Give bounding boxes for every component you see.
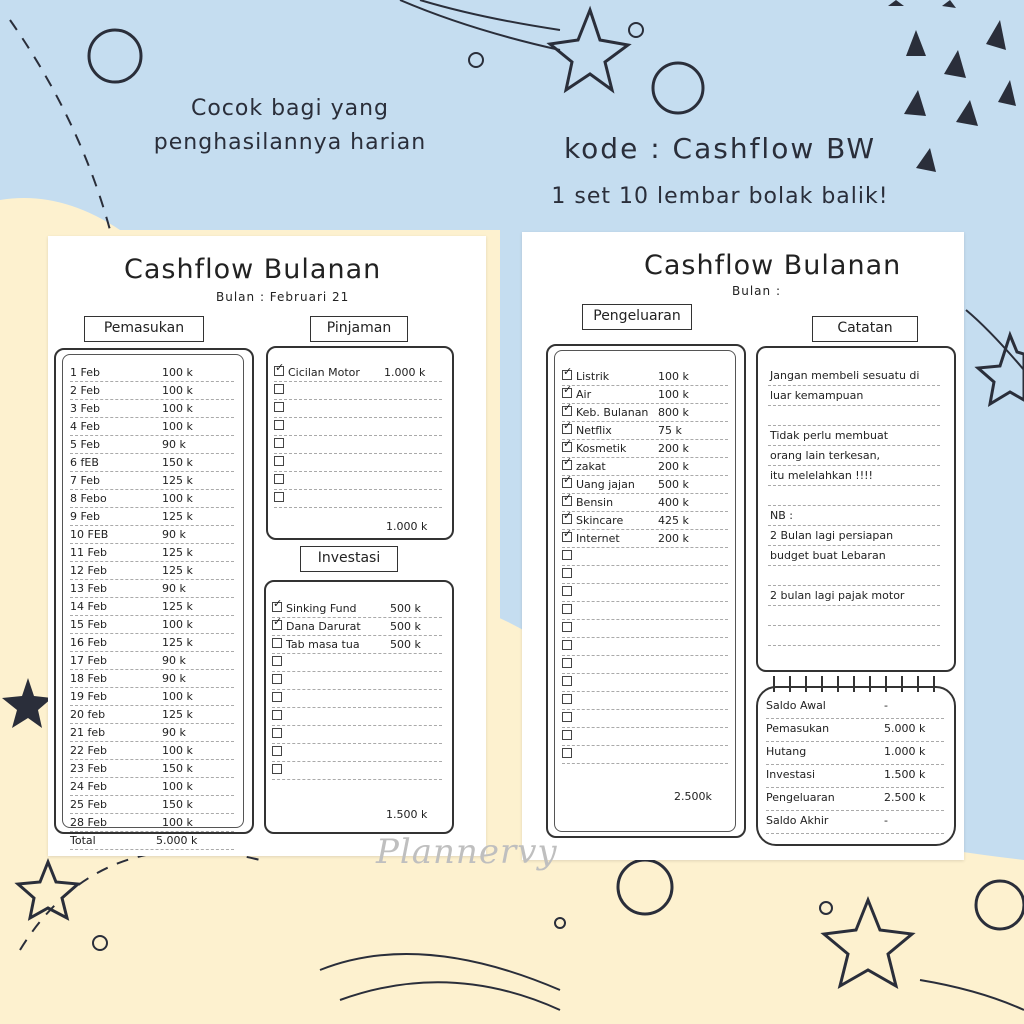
table-row <box>70 454 234 472</box>
catatan-list <box>768 366 940 646</box>
ribbon-investasi: Investasi <box>300 546 398 572</box>
row-amount: 150 k <box>162 798 193 811</box>
note-text: Tidak perlu membuat <box>770 429 889 442</box>
table-row <box>70 400 234 418</box>
item-amount: 200 k <box>658 442 689 455</box>
row-date: 15 Feb <box>70 618 107 631</box>
pinjaman-total: 1.000 k <box>386 520 428 533</box>
row-date: 8 Febo <box>70 492 107 505</box>
summary-label: Saldo Awal <box>766 699 826 712</box>
row-date: 25 Feb <box>70 798 107 811</box>
pengeluaran-total: 2.500k <box>674 790 712 803</box>
checkbox[interactable] <box>562 406 572 416</box>
item-amount: 800 k <box>658 406 689 419</box>
list-item <box>562 728 728 746</box>
table-row <box>70 616 234 634</box>
ribbon-pemasukan: Pemasukan <box>84 316 204 342</box>
list-item <box>562 476 728 494</box>
list-item <box>272 636 442 654</box>
table-row <box>70 436 234 454</box>
row-amount: 100 k <box>162 618 193 631</box>
checkbox[interactable] <box>562 460 572 470</box>
ribbon-catatan: Catatan <box>812 316 918 342</box>
checkbox[interactable] <box>562 730 572 740</box>
pengeluaran-list <box>562 368 728 764</box>
item-amount: 200 k <box>658 460 689 473</box>
item-label: Dana Darurat <box>286 620 361 633</box>
row-amount: 100 k <box>162 420 193 433</box>
note-text: orang lain terkesan, <box>770 449 881 462</box>
note-line <box>768 486 940 506</box>
list-item <box>272 708 442 726</box>
checkbox[interactable] <box>562 478 572 488</box>
note-line <box>768 606 940 626</box>
row-date: 11 Feb <box>70 546 107 559</box>
note-line <box>768 366 940 386</box>
summary-label: Pengeluaran <box>766 791 835 804</box>
checkbox[interactable] <box>562 604 572 614</box>
note-text: itu melelahkan !!!! <box>770 469 873 482</box>
summary-value: 5.000 k <box>884 722 926 735</box>
checkbox[interactable] <box>274 492 284 502</box>
row-amount: 125 k <box>162 546 193 559</box>
item-label: zakat <box>576 460 606 473</box>
row-date: 21 feb <box>70 726 106 739</box>
table-row <box>70 652 234 670</box>
summary-row <box>766 788 944 811</box>
list-item <box>562 494 728 512</box>
list-item <box>272 726 442 744</box>
row-amount: 90 k <box>162 528 186 541</box>
row-amount: 90 k <box>162 672 186 685</box>
checkbox[interactable] <box>562 712 572 722</box>
summary-row <box>766 742 944 765</box>
checkbox[interactable] <box>272 602 282 612</box>
item-amount: 200 k <box>658 532 689 545</box>
checkbox[interactable] <box>562 496 572 506</box>
list-item <box>272 618 442 636</box>
note-text: budget buat Lebaran <box>770 549 886 562</box>
item-label: Internet <box>576 532 620 545</box>
item-label: Netflix <box>576 424 612 437</box>
tagline-line-2: penghasilannya harian <box>153 130 427 155</box>
item-amount: 500 k <box>390 602 421 615</box>
table-row <box>70 724 234 742</box>
checkbox[interactable] <box>274 474 284 484</box>
row-date: 6 fEB <box>70 456 99 469</box>
row-amount: 150 k <box>162 762 193 775</box>
row-date: 13 Feb <box>70 582 107 595</box>
row-amount: 100 k <box>162 690 193 703</box>
item-label: Air <box>576 388 592 401</box>
list-item <box>562 404 728 422</box>
investasi-total: 1.500 k <box>386 808 428 821</box>
tagline <box>110 92 470 160</box>
note-line <box>768 446 940 466</box>
summary-value: - <box>884 699 888 712</box>
month-label-right: Bulan : <box>732 284 781 298</box>
sheet-title-right: Cashflow Bulanan <box>644 250 902 281</box>
row-amount: 100 k <box>162 816 193 829</box>
item-amount: 100 k <box>658 370 689 383</box>
row-date: 20 feb <box>70 708 106 721</box>
note-line <box>768 466 940 486</box>
list-item <box>272 600 442 618</box>
checkbox[interactable] <box>272 656 282 666</box>
table-row <box>70 742 234 760</box>
list-item <box>562 386 728 404</box>
table-row <box>70 814 234 832</box>
note-line <box>768 406 940 426</box>
row-amount: 100 k <box>162 402 193 415</box>
row-date: 28 Feb <box>70 816 107 829</box>
checkbox[interactable] <box>562 424 572 434</box>
list-item <box>562 440 728 458</box>
row-amount: 150 k <box>162 456 193 469</box>
list-item <box>272 672 442 690</box>
row-date: 3 Feb <box>70 402 100 415</box>
ribbon-pengeluaran: Pengeluaran <box>582 304 692 330</box>
ribbon-pinjaman: Pinjaman <box>310 316 408 342</box>
row-date: 22 Feb <box>70 744 107 757</box>
item-amount: 1.000 k <box>384 366 426 379</box>
summary-label: Pemasukan <box>766 722 830 735</box>
pinjaman-list <box>274 364 442 508</box>
list-item <box>562 566 728 584</box>
note-text: 2 bulan lagi pajak motor <box>770 589 905 602</box>
left-sheet <box>48 236 486 856</box>
list-item <box>562 548 728 566</box>
summary-row <box>766 719 944 742</box>
list-item <box>274 382 442 400</box>
list-item <box>274 454 442 472</box>
note-line <box>768 626 940 646</box>
checkbox[interactable] <box>562 550 572 560</box>
investasi-list <box>272 600 442 780</box>
list-item <box>272 744 442 762</box>
checkbox[interactable] <box>562 676 572 686</box>
table-row <box>70 796 234 814</box>
item-amount: 400 k <box>658 496 689 509</box>
table-row <box>70 688 234 706</box>
row-date: 7 Feb <box>70 474 100 487</box>
row-amount: 100 k <box>162 492 193 505</box>
row-date: 17 Feb <box>70 654 107 667</box>
row-date: 2 Feb <box>70 384 100 397</box>
item-amount: 500 k <box>390 620 421 633</box>
table-row <box>70 580 234 598</box>
row-date: 14 Feb <box>70 600 107 613</box>
total-label: Total <box>70 834 96 847</box>
note-line <box>768 546 940 566</box>
summary-label: Investasi <box>766 768 816 781</box>
list-item <box>272 654 442 672</box>
sheet-title: Cashflow Bulanan <box>124 254 382 285</box>
checkbox[interactable] <box>562 658 572 668</box>
row-date: 16 Feb <box>70 636 107 649</box>
note-text: 2 Bulan lagi persiapan <box>770 529 894 542</box>
item-label: Kosmetik <box>576 442 627 455</box>
summary-value: 2.500 k <box>884 791 926 804</box>
product-code: kode : Cashflow BW <box>563 132 877 165</box>
list-item <box>274 472 442 490</box>
watermark: Plannervy <box>376 832 558 872</box>
list-item <box>272 690 442 708</box>
item-label: Tab masa tua <box>286 638 360 651</box>
row-amount: 90 k <box>162 726 186 739</box>
row-date: 5 Feb <box>70 438 100 451</box>
list-item <box>274 418 442 436</box>
row-amount: 100 k <box>162 780 193 793</box>
row-date: 23 Feb <box>70 762 107 775</box>
item-amount: 75 k <box>658 424 682 437</box>
row-amount: 100 k <box>162 384 193 397</box>
summary-value: 1.500 k <box>884 768 926 781</box>
total-value: 5.000 k <box>156 834 198 847</box>
note-line <box>768 566 940 586</box>
row-date: 9 Feb <box>70 510 100 523</box>
item-label: Cicilan Motor <box>288 366 360 379</box>
note-text: NB : <box>770 509 793 522</box>
list-item <box>562 512 728 530</box>
list-item <box>272 762 442 780</box>
table-row <box>70 364 234 382</box>
row-amount: 100 k <box>162 366 193 379</box>
table-row <box>70 670 234 688</box>
checkbox[interactable] <box>562 532 572 542</box>
checkbox[interactable] <box>562 622 572 632</box>
checkbox[interactable] <box>272 620 282 630</box>
pemasukan-list <box>70 364 234 850</box>
row-amount: 125 k <box>162 474 193 487</box>
note-line <box>768 506 940 526</box>
list-item <box>562 620 728 638</box>
list-item <box>562 368 728 386</box>
checkbox[interactable] <box>272 764 282 774</box>
note-line <box>768 586 940 606</box>
row-amount: 90 k <box>162 654 186 667</box>
table-row <box>70 760 234 778</box>
checkbox[interactable] <box>562 748 572 758</box>
row-amount: 100 k <box>162 744 193 757</box>
item-amount: 500 k <box>390 638 421 651</box>
tagline-line-1: Cocok bagi yang <box>190 96 390 121</box>
set-info: 1 set 10 lembar bolak balik! <box>551 184 889 209</box>
table-row <box>70 508 234 526</box>
item-amount: 425 k <box>658 514 689 527</box>
summary-list <box>766 696 944 834</box>
table-row <box>70 778 234 796</box>
note-text: luar kemampuan <box>770 389 864 402</box>
table-row <box>70 544 234 562</box>
summary-row <box>766 811 944 834</box>
table-row <box>70 382 234 400</box>
table-row <box>70 472 234 490</box>
checkbox[interactable] <box>562 514 572 524</box>
list-item <box>562 656 728 674</box>
table-row <box>70 418 234 436</box>
row-amount: 125 k <box>162 636 193 649</box>
checkbox[interactable] <box>272 728 282 738</box>
checkbox[interactable] <box>272 692 282 702</box>
note-line <box>768 526 940 546</box>
checkbox[interactable] <box>274 402 284 412</box>
row-date: 18 Feb <box>70 672 107 685</box>
checkbox[interactable] <box>562 586 572 596</box>
row-date: 24 Feb <box>70 780 107 793</box>
checkbox[interactable] <box>562 388 572 398</box>
month-label: Bulan : Februari 21 <box>216 290 350 304</box>
summary-label: Saldo Akhir <box>766 814 829 827</box>
total-row <box>70 832 234 850</box>
table-row <box>70 634 234 652</box>
list-item <box>562 602 728 620</box>
row-amount: 125 k <box>162 708 193 721</box>
list-item <box>562 458 728 476</box>
item-amount: 100 k <box>658 388 689 401</box>
list-item <box>562 746 728 764</box>
row-date: 19 Feb <box>70 690 107 703</box>
row-amount: 125 k <box>162 564 193 577</box>
item-amount: 500 k <box>658 478 689 491</box>
list-item <box>562 710 728 728</box>
row-date: 10 FEB <box>70 528 109 541</box>
checkbox[interactable] <box>562 442 572 452</box>
row-date: 1 Feb <box>70 366 100 379</box>
summary-label: Hutang <box>766 745 807 758</box>
checkbox[interactable] <box>274 420 284 430</box>
checkbox[interactable] <box>272 674 282 684</box>
note-text: Jangan membeli sesuatu di <box>770 369 920 382</box>
row-amount: 90 k <box>162 582 186 595</box>
list-item <box>562 638 728 656</box>
right-sheet <box>522 232 964 860</box>
list-item <box>274 364 442 382</box>
table-row <box>70 526 234 544</box>
summary-value: 1.000 k <box>884 745 926 758</box>
row-amount: 125 k <box>162 600 193 613</box>
row-date: 4 Feb <box>70 420 100 433</box>
checkbox[interactable] <box>274 366 284 376</box>
summary-row <box>766 765 944 788</box>
note-line <box>768 386 940 406</box>
row-date: 12 Feb <box>70 564 107 577</box>
item-label: Listrik <box>576 370 610 383</box>
table-row <box>70 598 234 616</box>
item-label: Uang jajan <box>576 478 635 491</box>
summary-row <box>766 696 944 719</box>
list-item <box>562 584 728 602</box>
checkbox[interactable] <box>274 456 284 466</box>
item-label: Bensin <box>576 496 614 509</box>
checkbox[interactable] <box>562 694 572 704</box>
list-item <box>562 530 728 548</box>
checkbox[interactable] <box>274 438 284 448</box>
item-label: Keb. Bulanan <box>576 406 649 419</box>
list-item <box>562 422 728 440</box>
table-row <box>70 706 234 724</box>
checkbox[interactable] <box>272 746 282 756</box>
item-label: Skincare <box>576 514 624 527</box>
table-row <box>70 490 234 508</box>
list-item <box>562 692 728 710</box>
checkbox[interactable] <box>272 710 282 720</box>
checkbox[interactable] <box>562 370 572 380</box>
list-item <box>274 490 442 508</box>
table-row <box>70 562 234 580</box>
spiral-binding <box>768 674 938 694</box>
list-item <box>562 674 728 692</box>
summary-value: - <box>884 814 888 827</box>
checkbox[interactable] <box>562 568 572 578</box>
checkbox[interactable] <box>562 640 572 650</box>
checkbox[interactable] <box>274 384 284 394</box>
item-label: Sinking Fund <box>286 602 357 615</box>
checkbox[interactable] <box>272 638 282 648</box>
row-amount: 125 k <box>162 510 193 523</box>
row-amount: 90 k <box>162 438 186 451</box>
list-item <box>274 436 442 454</box>
note-line <box>768 426 940 446</box>
list-item <box>274 400 442 418</box>
